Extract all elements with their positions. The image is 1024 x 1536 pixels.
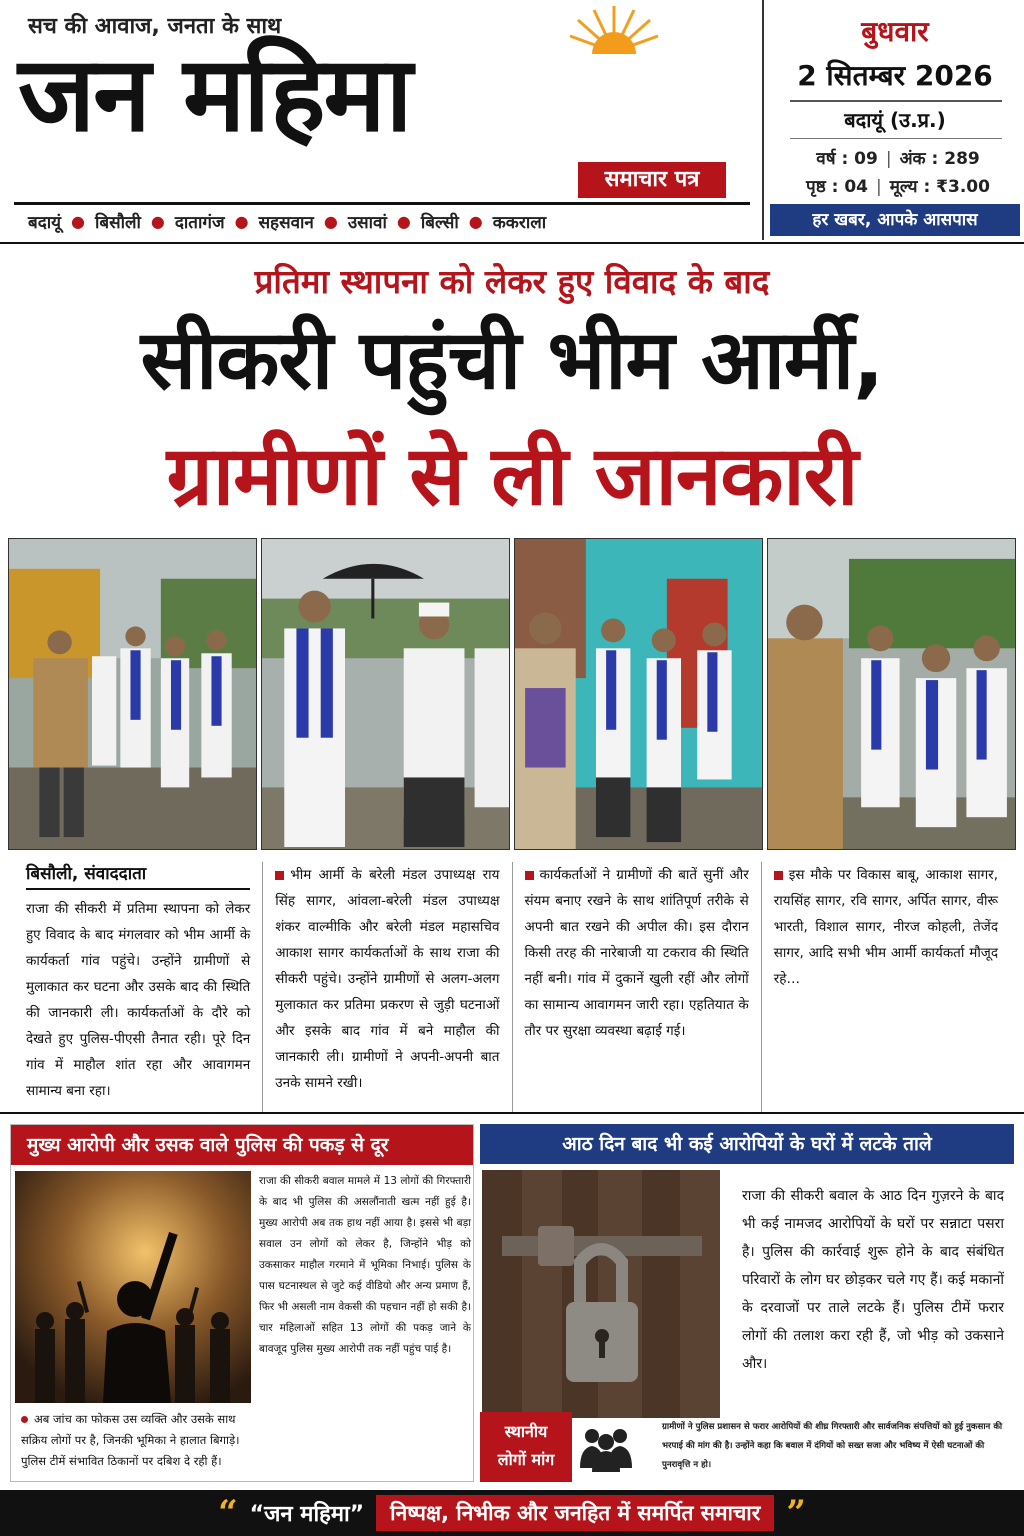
page-rule bbox=[0, 242, 1024, 244]
story-column-1 bbox=[14, 862, 262, 1112]
price-label: मूल्य : ₹3.00 bbox=[889, 177, 990, 197]
masthead-logo[interactable]: जन महिमा bbox=[18, 33, 411, 155]
town-item[interactable]: बिसौली bbox=[94, 212, 141, 233]
column-text: कार्यकर्ताओं ने ग्रामीणों की बातें सुनीं और संयम बनाए रखने के साथ शांतिपूर्ण तरीके से अपनी बात रखने की अपील की। इस दौरान किसी तरह की नारेबाजी या टकराव की स्थिति नहीं बनी। गांव में दुकानें खुली रहीं और लोगों का सामान्य आवागमन जारी रहा। एहतियात के तौर पर सुरक्षा व्यवस्था बढ़ाई गई। bbox=[524, 867, 749, 1039]
story-column-4 bbox=[761, 862, 1010, 1112]
masthead bbox=[0, 0, 1024, 240]
town-item[interactable]: उसावां bbox=[347, 212, 387, 233]
demand-text: ग्रामीणों ने पुलिस प्रशासन से फरार आरोपियों की शीघ्र गिरफ्तारी और सार्वजनिक संपत्तियों को हुई नुकसान की भरपाई की मांग की है। उन्होंने कहा कि बवाल में दंगियों को सख्त सजा और भविष्य में ऐसी घटनाओं की पुनरावृत्ति न हो। bbox=[662, 1422, 1003, 1470]
column-text: इस मौके पर विकास बाबू, आकाश सागर, रायसिंह सागर, रवि सागर, अर्पित सागर, वीरू भारती, विशाल सागर, नीरज कोहली, तेजेंद सागर, आदि सभी भीम आर्मी कार्यकर्ता मौजूद रहे… bbox=[773, 867, 998, 987]
photo-strip bbox=[8, 538, 1016, 850]
people-group-icon bbox=[578, 1422, 634, 1472]
column-text: भीम आर्मी के बरेली मंडल उपाध्यक्ष राय सिंह सागर, आंवला-बरेली मंडल उपाध्यक्ष शंकर वाल्मीकि और बरेली मंडल महासचिव आकाश सागर कार्यकर्ताओं के साथ राजा की सीकरी पहुंचे। उन्होंने ग्रामीणों से अलग-अलग मुलाकात कर प्रतिमा प्रकरण से जुड़ी घटनाओं और इसके बाद गांव में बने माहौल की जानकारी ली। ग्रामीणों ने अपनी-अपनी बात उनके सामने रखी। bbox=[275, 867, 500, 1091]
tagline: सच की आवाज, जनता के साथ bbox=[28, 14, 282, 39]
story-footnote bbox=[21, 1409, 251, 1472]
divider bbox=[790, 100, 1002, 102]
footnote-text: अब जांच का फोकस उस व्यक्ति और उसके साथ सक्रिय लोगों पर है, जिनकी भूमिका ने हालात बिगाड़े। पुलिस टीमें संभावित ठिकानों पर दबिश दे रही हैं। bbox=[21, 1412, 240, 1468]
crowd-photo[interactable] bbox=[15, 1171, 251, 1403]
section-rule bbox=[0, 1112, 1024, 1114]
separator-dot: ● bbox=[468, 211, 483, 231]
news-photo[interactable] bbox=[8, 538, 257, 850]
padlock-photo[interactable] bbox=[482, 1170, 720, 1418]
newspaper-badge: समाचार पत्र bbox=[578, 162, 726, 198]
date-box bbox=[762, 0, 1024, 240]
year-label: वर्ष : 09 bbox=[816, 149, 878, 169]
bullet-icon bbox=[21, 1416, 28, 1423]
story-body: राजा की सीकरी बवाल के आठ दिन गुज़रने के बाद भी कई नामजद आरोपियों के घरों पर सन्नाटा पसरा है। पुलिस की कार्रवाई शुरू होने के बाद संबंधित परिवारों के लोग घर छोड़कर चले गए हैं। कई मकानों के दरवाजों पर ताले लटके हैं। पुलिस टीमें फरार लोगों की तलाश करा रही हैं, जो भीड़ को उकसाने और। bbox=[742, 1188, 1004, 1372]
news-photo[interactable] bbox=[261, 538, 510, 850]
headline-line-2[interactable]: ग्रामीणों से ली जानकारी bbox=[166, 429, 858, 524]
badge-line: स्थानीय bbox=[504, 1422, 548, 1441]
footer-brand[interactable]: “जन महिमा” bbox=[249, 1502, 365, 1527]
byline: बिसौली, संवाददाता bbox=[26, 862, 250, 890]
edition-location: बदायूं (उ.प्र.) bbox=[844, 108, 946, 132]
page-label: पृष्ठ : 04 bbox=[806, 177, 869, 197]
local-demand-box bbox=[480, 1412, 1014, 1482]
separator-dot: ● bbox=[234, 211, 249, 231]
story-body: राजा की सीकरी बवाल मामले में 13 लोगों की गिरफ्तारी के बाद भी पुलिस की असलौंनाती खत्म नहीं हुई है। मुख्य आरोपी अब तक हाथ नहीं आया है। इससे भी बड़ा सवाल उन लोगों को लेकर है, जिन्होंने भीड़ को उकसाकर माहौल गरमाने में भूमिका निभाई। पुलिस के पास घटनास्थल से जुटे कई वीडियो और अन्य प्रमाण हैं, फिर भी असली नाम वेकसी की पहचान नहीं हो सकी है। चार महिलाओं सहित 13 लोगों की पकड़ जाने के बावजूद पुलिस मुख्य आरोपी तक नहीं पहुंच पाई है। bbox=[259, 1175, 471, 1355]
news-photo[interactable] bbox=[767, 538, 1016, 850]
story-accused-absconding bbox=[10, 1124, 474, 1482]
page-price-line bbox=[778, 174, 1018, 197]
separator-dot: ● bbox=[323, 211, 338, 231]
news-photo[interactable] bbox=[514, 538, 763, 850]
town-item[interactable]: दातागंज bbox=[174, 212, 225, 233]
separator: | bbox=[876, 177, 882, 197]
separator: | bbox=[885, 149, 892, 169]
town-list bbox=[14, 206, 750, 236]
town-item[interactable]: ककराला bbox=[492, 212, 547, 233]
story-columns bbox=[14, 862, 1010, 1112]
column-text: राजा की सीकरी में प्रतिमा स्थापना को लेकर हुए विवाद के बाद मंगलवार को भीम आर्मी के कार्यकर्ता गांव पहुंचे। उन्होंने ग्रामीणों से मुलाकात कर घटना और उसके बाद की स्थिति की जानकारी ली। कार्यकर्ताओं के दौरे को देखते हुए पुलिस-पीएसी तैनात रही। पूरे दिन गांव में माहौल शांत रहा और आवागमन सामान्य बना रहा। bbox=[26, 901, 251, 1099]
bullet-icon bbox=[275, 871, 284, 880]
town-item[interactable]: बदायूं bbox=[28, 212, 61, 233]
issue-date: 2 सितम्बर 2026 bbox=[797, 59, 993, 92]
story-title[interactable]: मुख्य आरोपी और उसक वाले पुलिस की पकड़ से दूर bbox=[11, 1125, 473, 1165]
separator-dot: ● bbox=[71, 211, 85, 231]
separator-dot: ● bbox=[396, 211, 411, 231]
open-quote-icon: “ bbox=[218, 1493, 238, 1533]
close-quote-icon: ” bbox=[786, 1493, 806, 1533]
badge-line: लोगों मांग bbox=[497, 1450, 555, 1469]
footer-banner bbox=[0, 1490, 1024, 1536]
divider bbox=[790, 138, 1002, 139]
motto-banner: हर खबर, आपके आसपास bbox=[770, 204, 1020, 236]
story-column-3 bbox=[512, 862, 761, 1112]
bullet-icon bbox=[525, 871, 534, 880]
bullet-icon bbox=[774, 871, 783, 880]
demand-badge bbox=[480, 1412, 572, 1482]
sun-logo-icon bbox=[566, 4, 662, 54]
year-issue-line bbox=[778, 146, 1018, 169]
headline-line-1[interactable]: सीकरी पहुंची भीम आर्मी, bbox=[140, 313, 884, 408]
story-title[interactable]: आठ दिन बाद भी कई आरोपियों के घरों में लटके ताले bbox=[480, 1124, 1014, 1164]
weekday: बुधवार bbox=[861, 15, 929, 48]
town-item[interactable]: सहसवान bbox=[258, 212, 314, 233]
story-locked-houses bbox=[480, 1124, 1014, 1424]
issue-label: अंक : 289 bbox=[899, 149, 980, 169]
headline-kicker: प्रतिमा स्थापना को लेकर हुए विवाद के बाद bbox=[254, 262, 770, 301]
separator-dot: ● bbox=[150, 211, 165, 231]
masthead-rule bbox=[14, 202, 750, 205]
story-column-2 bbox=[262, 862, 511, 1112]
town-item[interactable]: बिल्सी bbox=[420, 212, 459, 233]
footer-slogan: निष्पक्ष, निभीक और जनहित में समर्पित समाचार bbox=[376, 1495, 774, 1531]
